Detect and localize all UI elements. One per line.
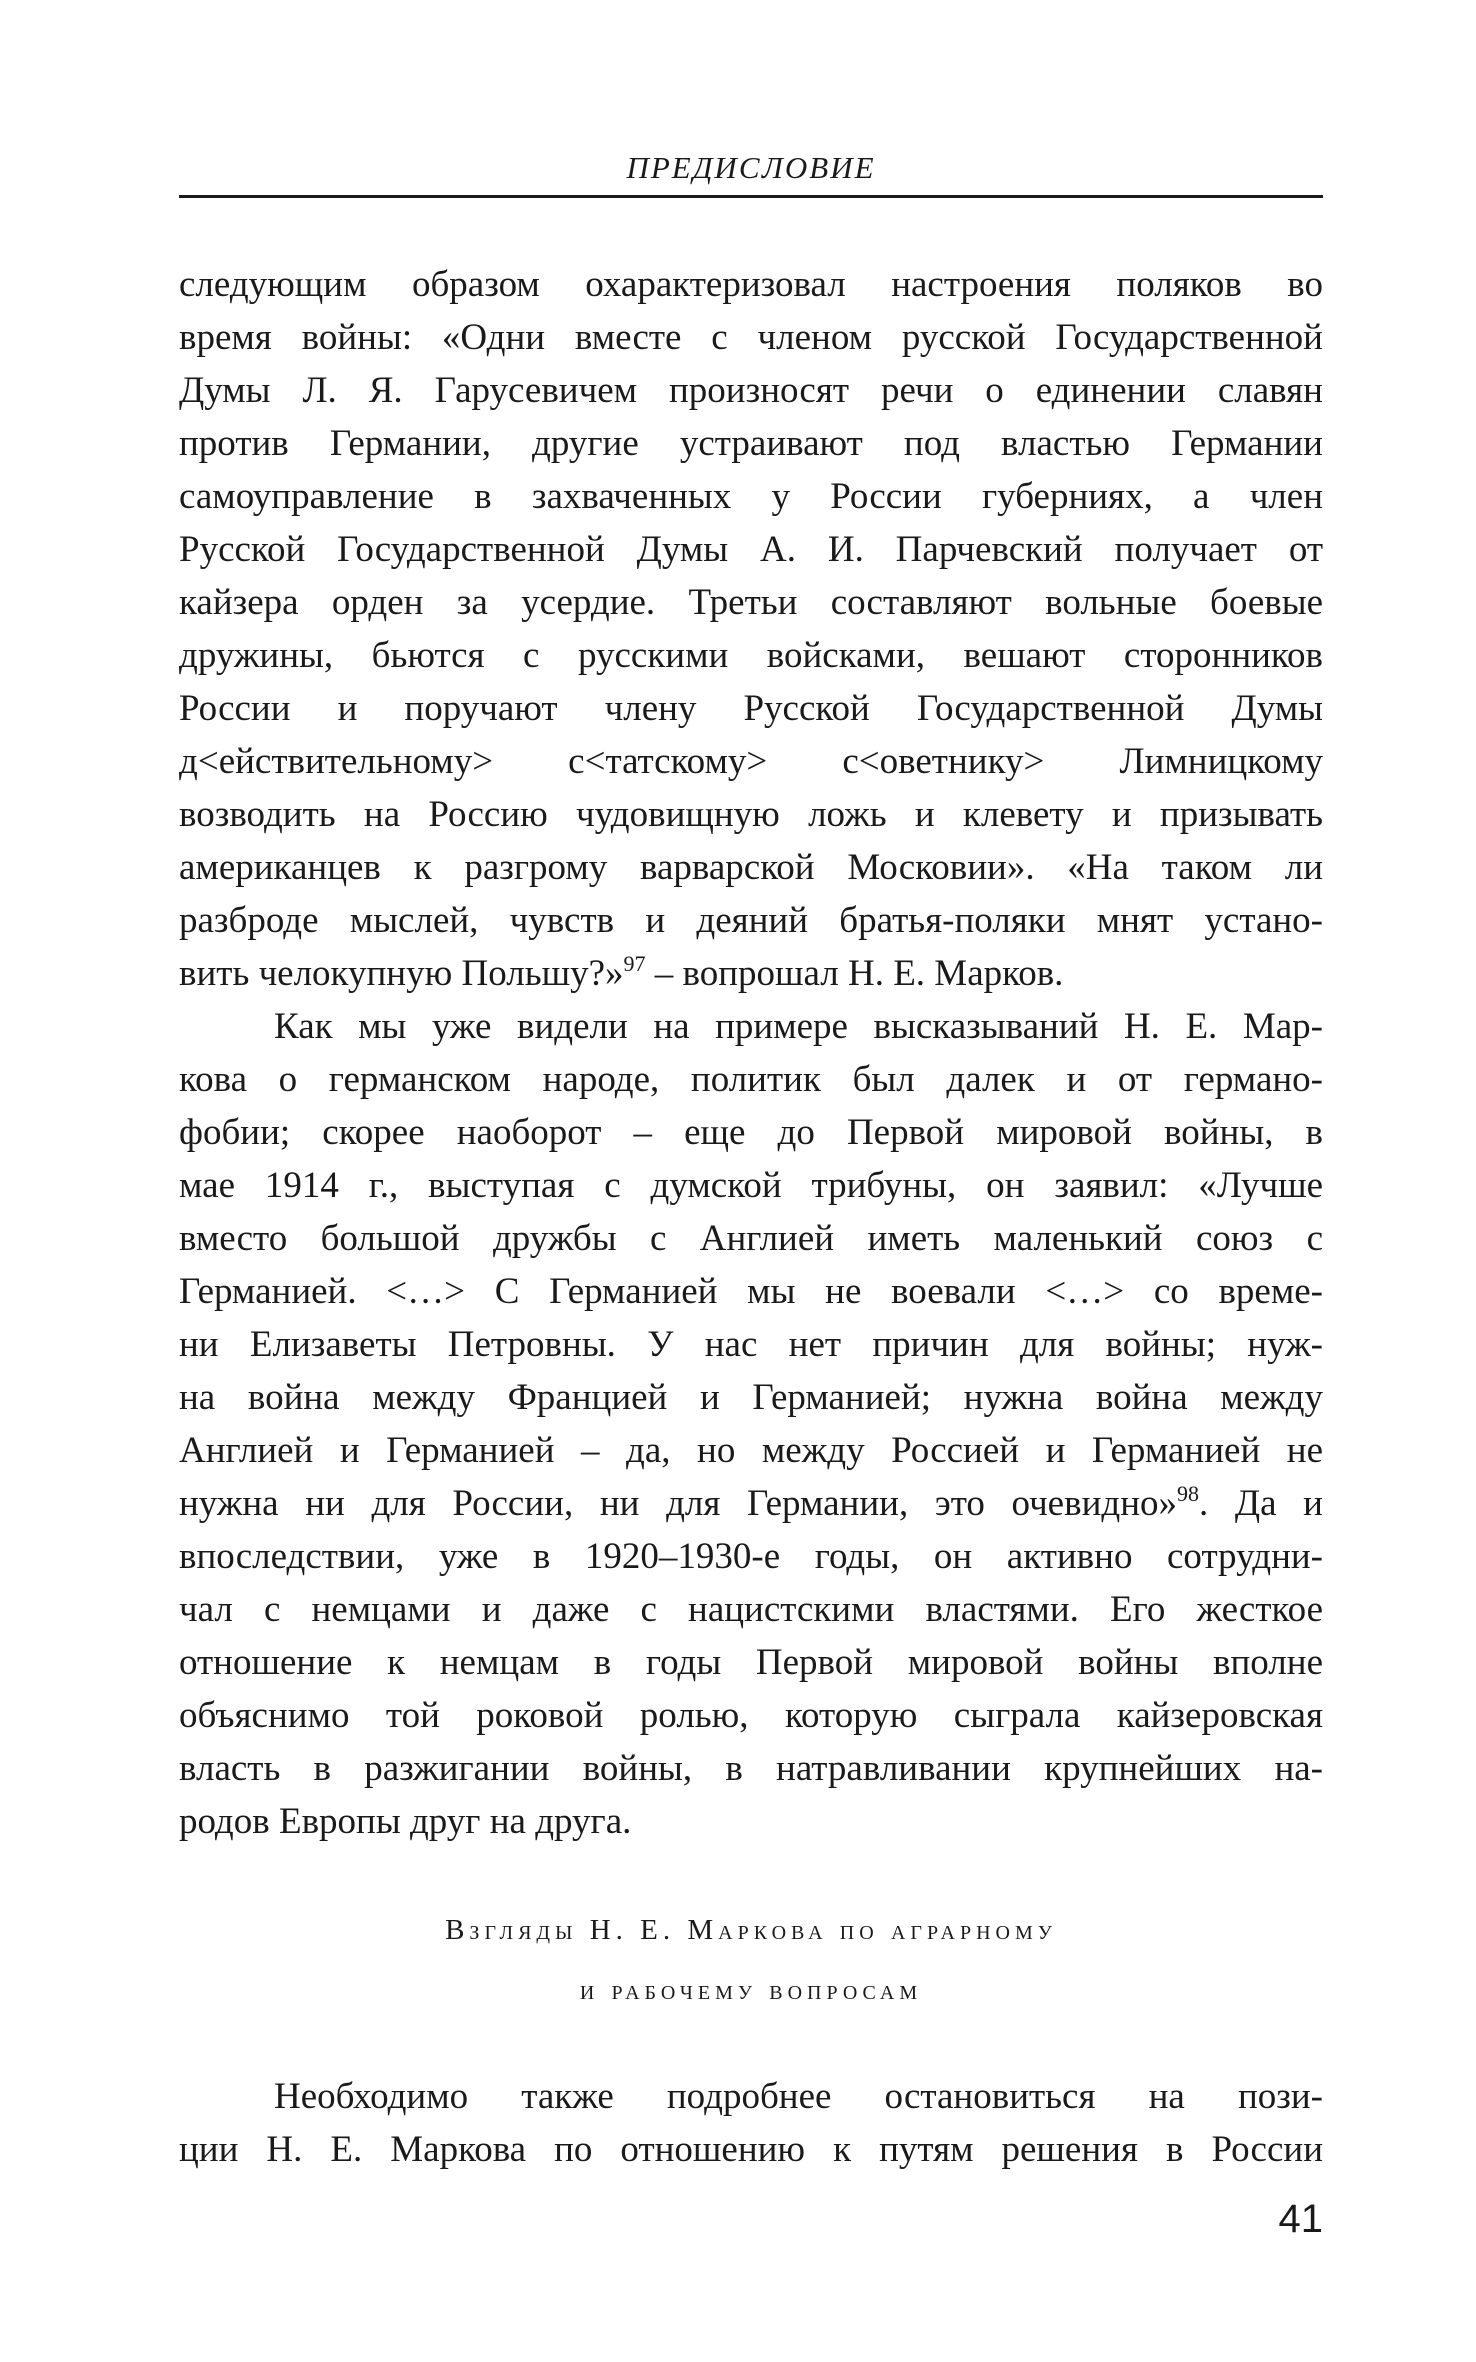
text-fragment: нужна ни для России, ни для Германии, это очевидно» [179,1483,1177,1524]
text-line: самоуправление в захваченных у России губерниях, а член [179,476,1323,517]
text-line: кайзера орден за усердие. Третьи составляют вольные боевые [179,582,1323,623]
text-line: разброде мыслей, чувств и деяний братья-поляки мнят устано- [179,900,1323,941]
text-line-indented: Необходимо также подробнее остановиться на пози- [274,2076,1323,2117]
text-line: Русской Государственной Думы А. И. Парчевский получает от [179,529,1323,570]
text-line: ции Н. Е. Маркова по отношению к путям решения в России [179,2129,1323,2170]
text-line: Германией. <…> С Германией мы не воевали <…> со време- [179,1271,1323,1312]
footnote-ref-97[interactable]: 97 [623,951,646,976]
text-line: время войны: «Одни вместе с членом русской Государственной [179,317,1323,358]
text-line: ни Елизаветы Петровны. У нас нет причин для войны; нуж- [179,1324,1323,1365]
text-fragment: вить челокупную Польшу?» [179,953,624,994]
running-head: ПРЕДИСЛОВИЕ [626,150,876,185]
text-line: дружины, бьются с русскими войсками, вешают сторонников [179,635,1323,676]
text-fragment: . Да и [1199,1483,1323,1524]
text-line: фобии; скорее наоборот – еще до Первой мировой войны, в [179,1112,1323,1153]
text-line-with-footnote [179,1477,1323,1530]
text-line: вместо большой дружбы с Англией иметь маленький союз с [179,1218,1323,1259]
footnote-ref-98[interactable]: 98 [1177,1481,1199,1506]
text-line: следующим образом охарактеризовал настроения поляков во [179,264,1323,305]
paragraph-1 [179,258,1323,1848]
text-line: возводить на Россию чудовищную ложь и клевету и призывать [179,794,1323,835]
text-fragment: – вопрошал Н. Е. Марков. [645,953,1064,994]
text-line: объяснимо той роковой ролью, которую сыграла кайзеровская [179,1695,1323,1736]
header-rule [179,195,1323,198]
text-line: Англией и Германией – да, но между Россией и Германией не [179,1430,1323,1471]
section-heading [179,1900,1323,2020]
text-line-last [179,947,1323,1000]
text-line: чал с немцами и даже с нацистскими властями. Его жесткое [179,1589,1323,1630]
text-line-indented: Как мы уже видели на примере высказываний Н. Е. Мар- [274,1006,1323,1047]
text-line: американцев к разгрому варварской Московии». «На таком ли [179,847,1323,888]
text-line: на война между Францией и Германией; нужна война между [179,1377,1323,1418]
section-heading-line: и рабочему вопросам [579,1974,923,2006]
section-heading-line: Взгляды Н. Е. Маркова по аграрному [445,1914,1057,1946]
text-line: впоследствии, уже в 1920–1930-е годы, он активно сотрудни- [179,1536,1323,1577]
text-line: власть в разжигании войны, в натравливании крупнейших на- [179,1748,1323,1789]
text-line: Думы Л. Я. Гарусевичем произносят речи о единении славян [179,370,1323,411]
text-line: отношение к немцам в годы Первой мировой войны вполне [179,1642,1323,1683]
text-line-last: родов Европы друг на друга. [179,1801,632,1842]
text-line: д<ействительному> с<татскому> с<оветнику> Лимницкому [179,741,1323,782]
text-line: мае 1914 г., выступая с думской трибуны, он заявил: «Лучше [179,1165,1323,1206]
page-number: 41 [1278,2197,1323,2241]
paragraph-3 [179,2070,1323,2176]
text-line: России и поручают члену Русской Государственной Думы [179,688,1323,729]
text-line: кова о германском народе, политик был далек и от германо- [179,1059,1323,1100]
text-line: против Германии, другие устраивают под властью Германии [179,423,1323,464]
